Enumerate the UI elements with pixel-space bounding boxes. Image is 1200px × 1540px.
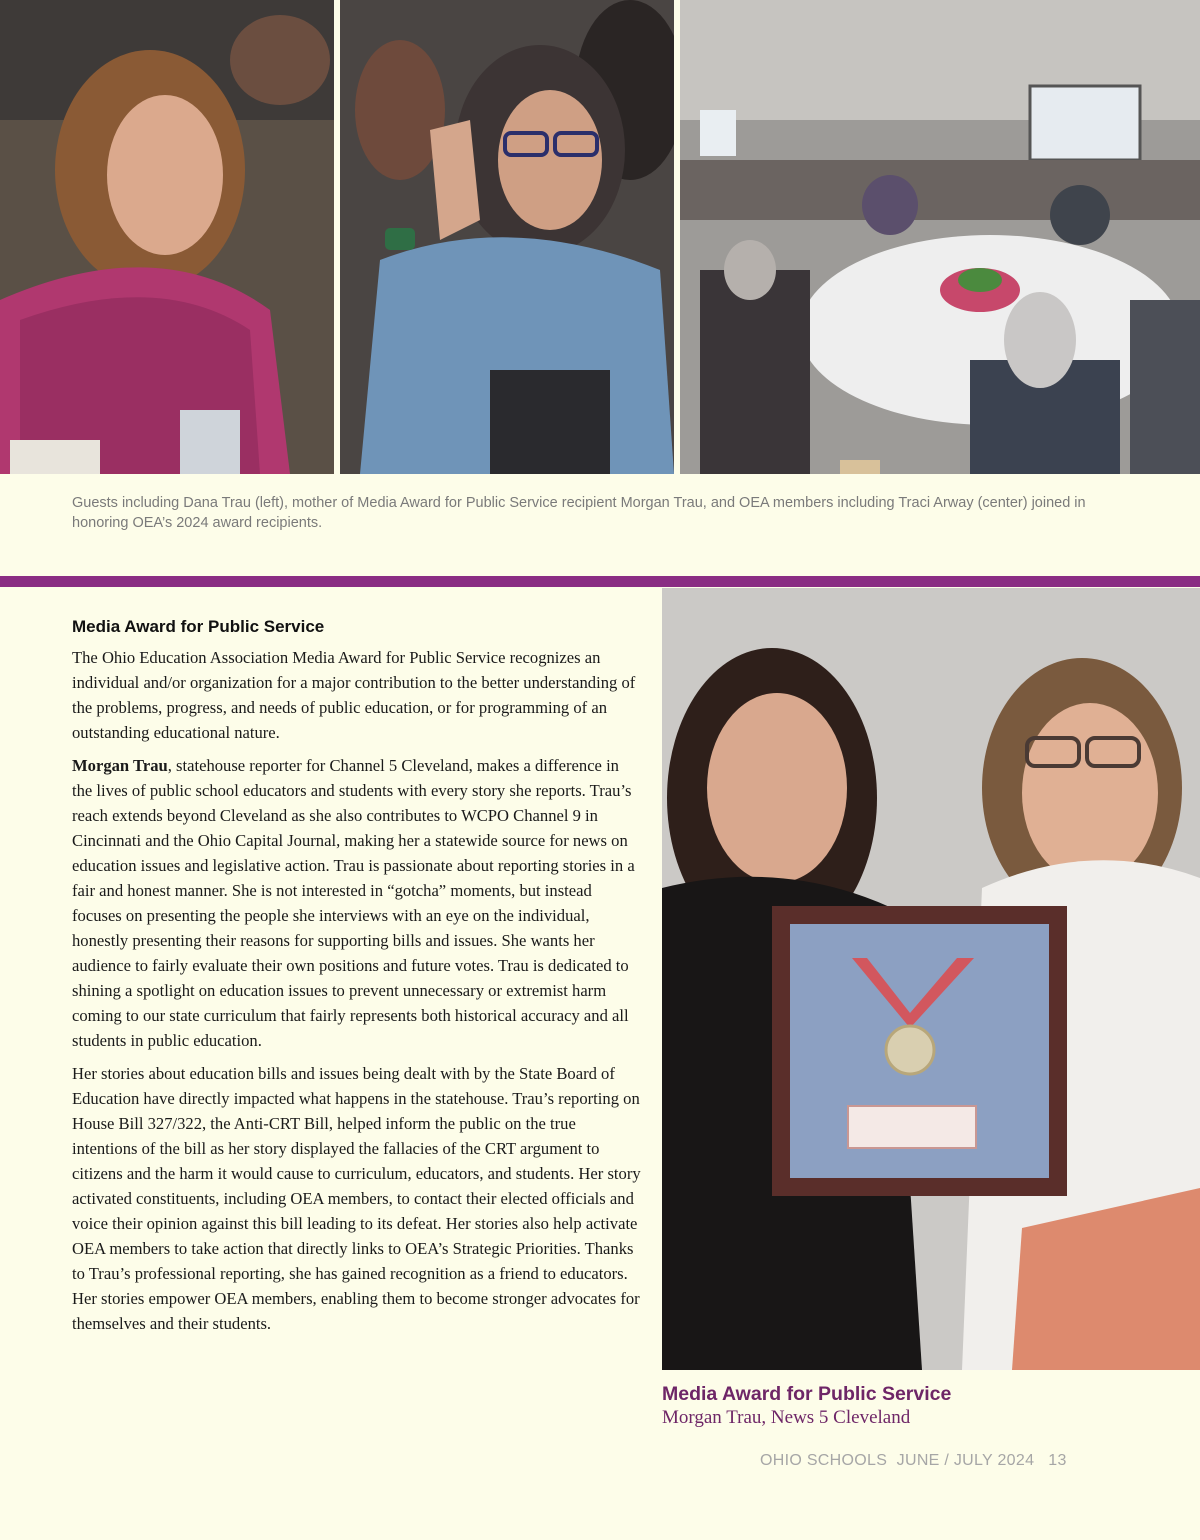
recipient-name: Morgan Trau xyxy=(72,756,168,775)
article-recipient-paragraph xyxy=(72,753,642,1053)
article-heading: Media Award for Public Service xyxy=(72,617,325,636)
photo-caption: Guests including Dana Trau (left), mother of Media Award for Public Service recipient Morgan Trau, and OEA members including Traci Arway (center) joined in honoring OEA’s 2024 award recipients. xyxy=(72,495,1086,531)
recipient-description: , statehouse reporter for Channel 5 Cleveland, makes a difference in the lives of public school educators and students with every story she reports. Trau’s reach extends beyond Cleveland as she also contributes to WCPO Channel 9 in Cincinnati and the Ohio Capital Journal, making her a statewide source for news on education issues and legislative action. Trau is passionate about reporting stories in a fair and honest manner. She is not interested in “gotcha” moments, but instead focuses on presenting the people she interviews with an eye on the individual, honestly presenting their reasons for supporting bills and issues. She wants her audience to fairly evaluate their own positions and future votes. Trau is dedicated to shining a spotlight on education issues to prevent unnecessary or extremist harm coming to our state curriculum that fairly represents both historical accuracy and all students in public education. xyxy=(72,756,635,1050)
page-footer xyxy=(760,1452,1067,1470)
page-number: 13 xyxy=(1048,1452,1067,1469)
award-photo-caption xyxy=(662,1382,1192,1430)
article-impact-paragraph: Her stories about education bills and issues being dealt with by the State Board of Education have directly impacted what happens in the statehouse. Trau’s reporting on House Bill 327/322, the Anti-CRT Bill, helped inform the public on the true intentions of the bill as her story displayed the fallacies of the CRT argument to citizens and the harm it would cause to curriculum, educators, and students. Her story activated constituents, including OEA members, to contact their elected officials and voice their opinion against this bill leading to its defeat. Her stories also help activate OEA members to take action that directly links to OEA’s Strategic Priorities. Thanks to Trau’s professional reporting, she has gained recognition as a friend to educators. Her stories empower OEA members, enabling them to become stronger advocates for themselves and their students. xyxy=(72,1064,641,1333)
award-caption-title: Media Award for Public Service xyxy=(662,1383,952,1405)
award-caption-recipient: Morgan Trau, News 5 Cleveland xyxy=(662,1407,911,1428)
guest-photo-center xyxy=(340,0,674,474)
banquet-room-photo xyxy=(680,0,1200,474)
publication-name: OHIO SCHOOLS JUNE / JULY 2024 xyxy=(760,1452,1035,1469)
section-divider xyxy=(0,576,1200,587)
article-body xyxy=(72,617,642,1344)
article-intro-paragraph: The Ohio Education Association Media Award for Public Service recognizes an individual and/or organization for a major contribution to the better understanding of the problems, progress, and needs of public education, or for programming of an outstanding educational nature. xyxy=(72,648,636,742)
award-presentation-photo xyxy=(662,588,1200,1370)
guest-photo-left xyxy=(0,0,334,474)
